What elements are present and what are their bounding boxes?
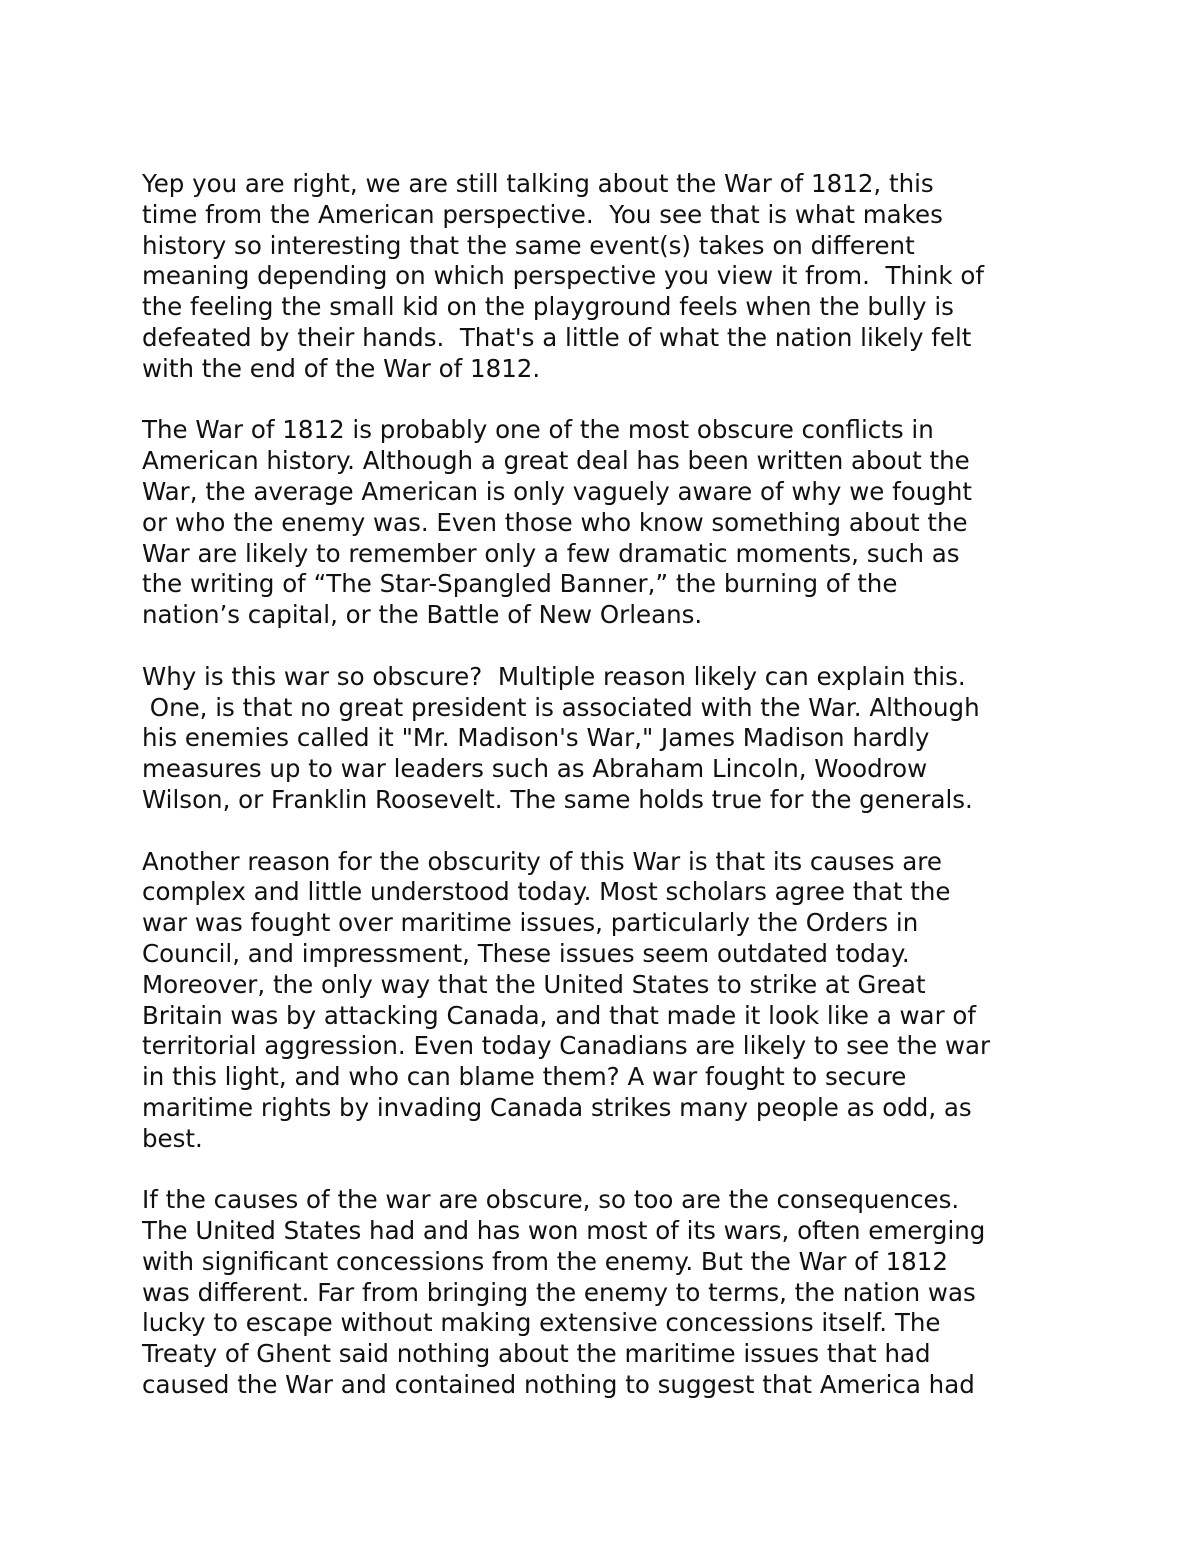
text-line: history so interesting that the same event(s) takes on different	[142, 230, 915, 260]
text-line: with significant concessions from the enemy. But the War of 1812	[142, 1246, 948, 1276]
text-line: The War of 1812 is probably one of the most obscure conflicts in	[142, 415, 934, 445]
text-line: American history. Although a great deal has been written about the	[142, 446, 970, 476]
text-line: complex and little understood today. Most scholars agree that the	[142, 877, 951, 907]
text-line: measures up to war leaders such as Abraham Lincoln, Woodrow	[142, 754, 928, 784]
text-line: Britain was by attacking Canada, and that made it look like a war of	[142, 1000, 977, 1030]
text-line: his enemies called it "Mr. Madison's War," James Madison hardly	[142, 723, 930, 753]
text-line: war was fought over maritime issues, particularly the Orders in	[142, 908, 919, 938]
text-line: caused the War and contained nothing to suggest that America had	[142, 1370, 975, 1400]
paragraph	[142, 415, 1067, 631]
text-line: was different. Far from bringing the enemy to terms, the nation was	[142, 1277, 976, 1307]
text-line: or who the enemy was. Even those who know something about the	[142, 507, 968, 537]
text-line: meaning depending on which perspective you view it from. Think of	[142, 261, 984, 291]
text-line: best.	[142, 1123, 203, 1153]
paragraph	[142, 169, 1067, 385]
paragraph	[142, 662, 1067, 816]
document-body	[142, 169, 1067, 1432]
text-line: Yep you are right, we are still talking about the War of 1812, this	[142, 169, 934, 198]
text-line: One, is that no great president is associated with the War. Although	[142, 692, 980, 722]
text-line: lucky to escape without making extensive concessions itself. The	[142, 1308, 941, 1338]
text-line: Moreover, the only way that the United States to strike at Great	[142, 969, 926, 999]
paragraph	[142, 847, 1067, 1155]
text-line: Wilson, or Franklin Roosevelt. The same holds true for the generals.	[142, 784, 973, 814]
text-line: If the causes of the war are obscure, so too are the consequences.	[142, 1185, 960, 1215]
text-line: with the end of the War of 1812.	[142, 353, 541, 383]
text-line: Council, and impressment, These issues seem outdated today.	[142, 938, 910, 968]
paragraph	[142, 1185, 1067, 1401]
text-line: defeated by their hands. That's a little of what the nation likely felt	[142, 322, 972, 352]
text-line: nation’s capital, or the Battle of New Orleans.	[142, 600, 703, 630]
text-line: the feeling the small kid on the playground feels when the bully is	[142, 292, 954, 322]
text-line: territorial aggression. Even today Canadians are likely to see the war	[142, 1031, 991, 1061]
text-line: The United States had and has won most of its wars, often emerging	[142, 1216, 986, 1246]
text-line: War are likely to remember only a few dramatic moments, such as	[142, 538, 960, 568]
text-line: War, the average American is only vaguely aware of why we fought	[142, 476, 972, 506]
text-line: maritime rights by invading Canada strikes many people as odd, as	[142, 1092, 972, 1122]
text-line: the writing of “The Star-Spangled Banner,” the burning of the	[142, 569, 898, 599]
text-line: Why is this war so obscure? Multiple reason likely can explain this.	[142, 661, 966, 691]
text-line: Another reason for the obscurity of this War is that its causes are	[142, 846, 942, 876]
text-line: Treaty of Ghent said nothing about the maritime issues that had	[142, 1339, 931, 1369]
text-line: time from the American perspective. You see that is what makes	[142, 199, 943, 229]
text-line: in this light, and who can blame them? A war fought to secure	[142, 1062, 907, 1092]
